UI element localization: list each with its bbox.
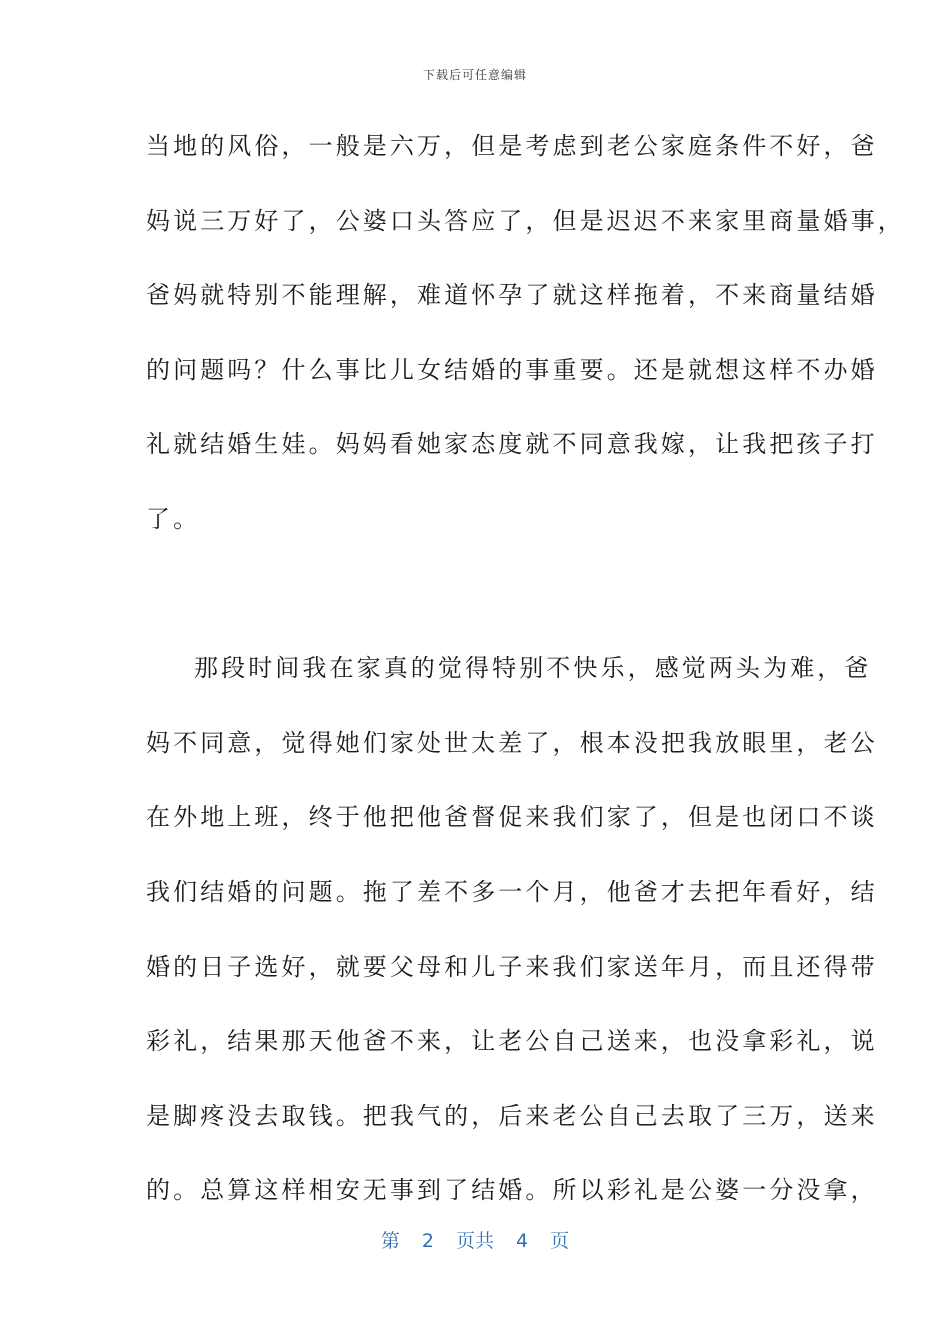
text-line: 爸妈就特别不能理解，难道怀孕了就这样拖着，不来商量结婚 bbox=[146, 281, 878, 310]
footer-middle: 页共 bbox=[455, 1230, 494, 1252]
current-page-number: 2 bbox=[421, 1230, 434, 1252]
text-line: 礼就结婚生娃。妈妈看她家态度就不同意我嫁，让我把孩子打 bbox=[146, 430, 878, 459]
footer-suffix: 页 bbox=[550, 1230, 570, 1252]
text-line: 了。 bbox=[146, 504, 201, 533]
page-footer bbox=[0, 1226, 950, 1253]
paragraph bbox=[146, 118, 905, 566]
total-page-number: 4 bbox=[516, 1230, 529, 1252]
text-line: 那段时间我在家真的觉得特别不快乐，感觉两头为难，爸 bbox=[194, 654, 872, 683]
text-line: 的问题吗？什么事比儿女结婚的事重要。还是就想这样不办婚 bbox=[146, 355, 878, 384]
page-header: 下载后可任意编辑 bbox=[422, 68, 527, 82]
text-line: 的。总算这样相安无事到了结婚。所以彩礼是公婆一分没拿， bbox=[146, 1176, 878, 1205]
paragraph bbox=[146, 640, 878, 1237]
text-line: 妈说三万好了，公婆口头答应了，但是迟迟不来家里商量婚事， bbox=[146, 206, 905, 235]
document-body bbox=[146, 118, 905, 1237]
text-line: 婚的日子选好，就要父母和儿子来我们家送年月，而且还得带 bbox=[146, 952, 878, 981]
text-line: 我们结婚的问题。拖了差不多一个月，他爸才去把年看好，结 bbox=[146, 877, 878, 906]
paragraph-spacer bbox=[146, 566, 806, 641]
text-line: 彩礼，结果那天他爸不来，让老公自己送来，也没拿彩礼，说 bbox=[146, 1027, 878, 1056]
text-line: 妈不同意，觉得她们家处世太差了，根本没把我放眼里，老公 bbox=[146, 728, 878, 757]
footer-prefix: 第 bbox=[380, 1230, 400, 1252]
text-line: 是脚疼没去取钱。把我气的，后来老公自己去取了三万，送来 bbox=[146, 1101, 878, 1130]
text-line: 当地的风俗，一般是六万，但是考虑到老公家庭条件不好，爸 bbox=[146, 132, 878, 160]
text-line: 在外地上班，终于他把他爸督促来我们家了，但是也闭口不谈 bbox=[146, 803, 878, 832]
